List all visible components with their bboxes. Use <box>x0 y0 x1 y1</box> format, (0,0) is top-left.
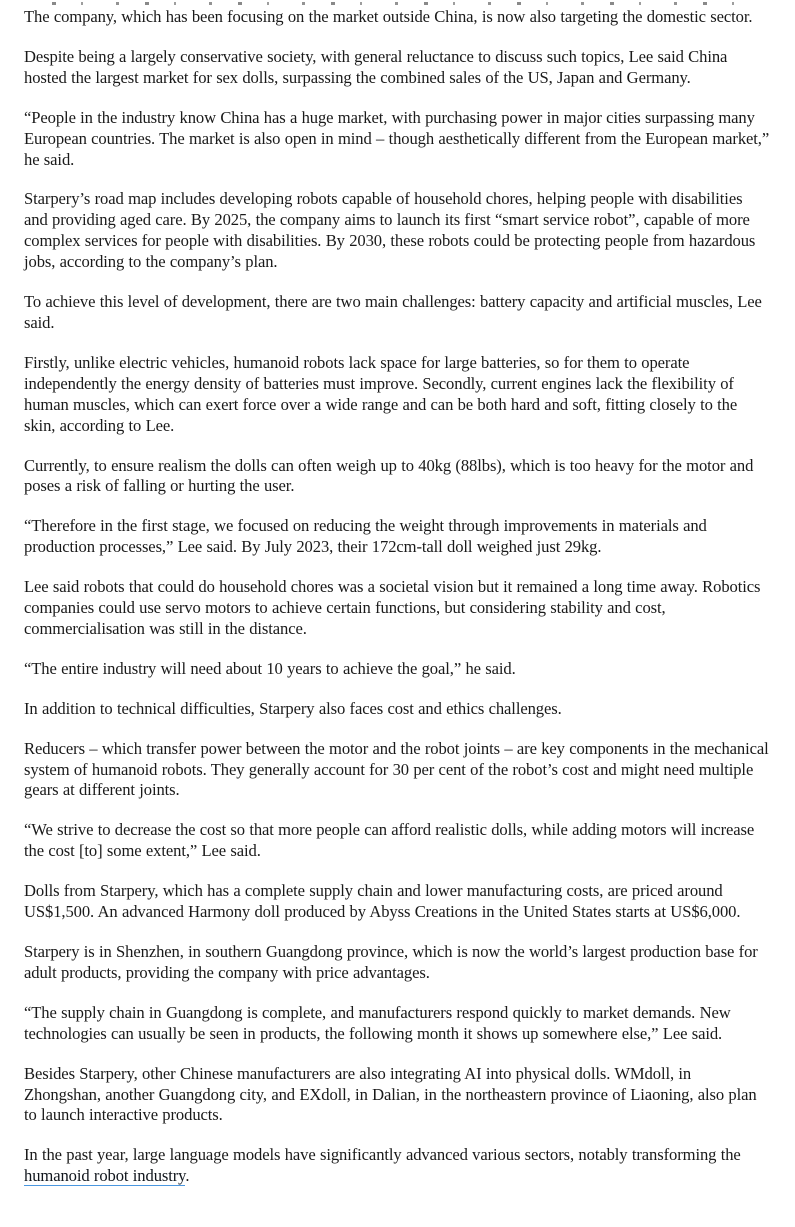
article-paragraph: In addition to technical difficulties, Starpery also faces cost and ethics challenges. <box>24 698 562 718</box>
article-paragraph: Besides Starpery, other Chinese manufacturers are also integrating AI into physical dolls. WMdoll, in Zhongshan, another Guangdong city, and EXdoll, in Dalian, in the northeastern province of Liaoning, also plan to launch interactive products. <box>24 1063 757 1125</box>
article-paragraph: Firstly, unlike electric vehicles, humanoid robots lack space for large batteries, so for them to operate independently the energy density of batteries must improve. Secondly, current engines lack the flexibility of human muscles, which can exert force over a wide range and can be both hard and soft, fitting closely to the skin, according to Lee. <box>24 352 738 435</box>
article-paragraph <box>24 1145 770 1187</box>
article-paragraph: “The entire industry will need about 10 years to achieve the goal,” he said. <box>24 658 516 678</box>
article-paragraph: Lee said robots that could do household chores was a societal vision but it remained a long time away. Robotics companies could use servo motors to achieve certain functions, but considering stability and cost, commercialisation was still in the distance. <box>24 577 761 638</box>
article-paragraph: Despite being a largely conservative society, with general reluctance to discuss such topics, Lee said China hosted the largest market for sex dolls, surpassing the combined sales of the US, Japan and Germany. <box>24 46 728 87</box>
humanoid-robot-industry-link[interactable]: humanoid robot industry <box>24 1166 186 1186</box>
article-paragraph: Starpery is in Shenzhen, in southern Guangdong province, which is now the world’s largest production base for adult products, providing the company with price advantages. <box>24 942 758 982</box>
article-paragraph: “People in the industry know China has a huge market, with purchasing power in major cities surpassing many European countries. The market is also open in mind – though aesthetically different from the European market,” he said. <box>24 107 770 169</box>
clipped-previous-line <box>26 2 738 5</box>
article-paragraph: Dolls from Starpery, which has a complete supply chain and lower manufacturing costs, are priced around US$1,500. An advanced Harmony doll produced by Abyss Creations in the United States starts at US$6,000. <box>24 881 741 922</box>
article-paragraph: “We strive to decrease the cost so that more people can afford realistic dolls, while adding motors will increase the cost [to] some extent,” Lee said. <box>24 820 755 861</box>
article-paragraph: Starpery’s road map includes developing robots capable of household chores, helping people with disabilities and providing aged care. By 2025, the company aims to launch its first “smart service robot”, capable of more complex services for people with disabilities. By 2030, these robots could be protecting people from hazardous jobs, according to the company’s plan. <box>24 189 756 272</box>
paragraph-text: . <box>185 1166 190 1186</box>
article-paragraph: To achieve this level of development, there are two main challenges: battery capacity and artificial muscles, Lee said. <box>24 292 762 332</box>
paragraph-text: In the past year, large language models have significantly advanced various sectors, notably transforming the <box>24 1145 741 1165</box>
article-paragraph: The company, which has been focusing on the market outside China, is now also targeting the domestic sector. <box>24 7 753 26</box>
article-paragraph: Currently, to ensure realism the dolls can often weigh up to 40kg (88lbs), which is too heavy for the motor and poses a risk of falling or hurting the user. <box>24 455 754 496</box>
article-paragraph: “The supply chain in Guangdong is complete, and manufacturers respond quickly to market demands. New technologies can usually be seen in products, the following month it shows up somewhere else,” Lee said. <box>24 1002 731 1043</box>
article-paragraph: “Therefore in the first stage, we focused on reducing the weight through improvements in materials and production processes,” Lee said. By July 2023, their 172cm-tall doll weighed just 29kg. <box>24 516 707 557</box>
article-paragraph: Reducers – which transfer power between the motor and the robot joints – are key components in the mechanical system of humanoid robots. They generally account for 30 per cent of the robot’s cost and might need multiple gears at different joints. <box>24 738 769 800</box>
